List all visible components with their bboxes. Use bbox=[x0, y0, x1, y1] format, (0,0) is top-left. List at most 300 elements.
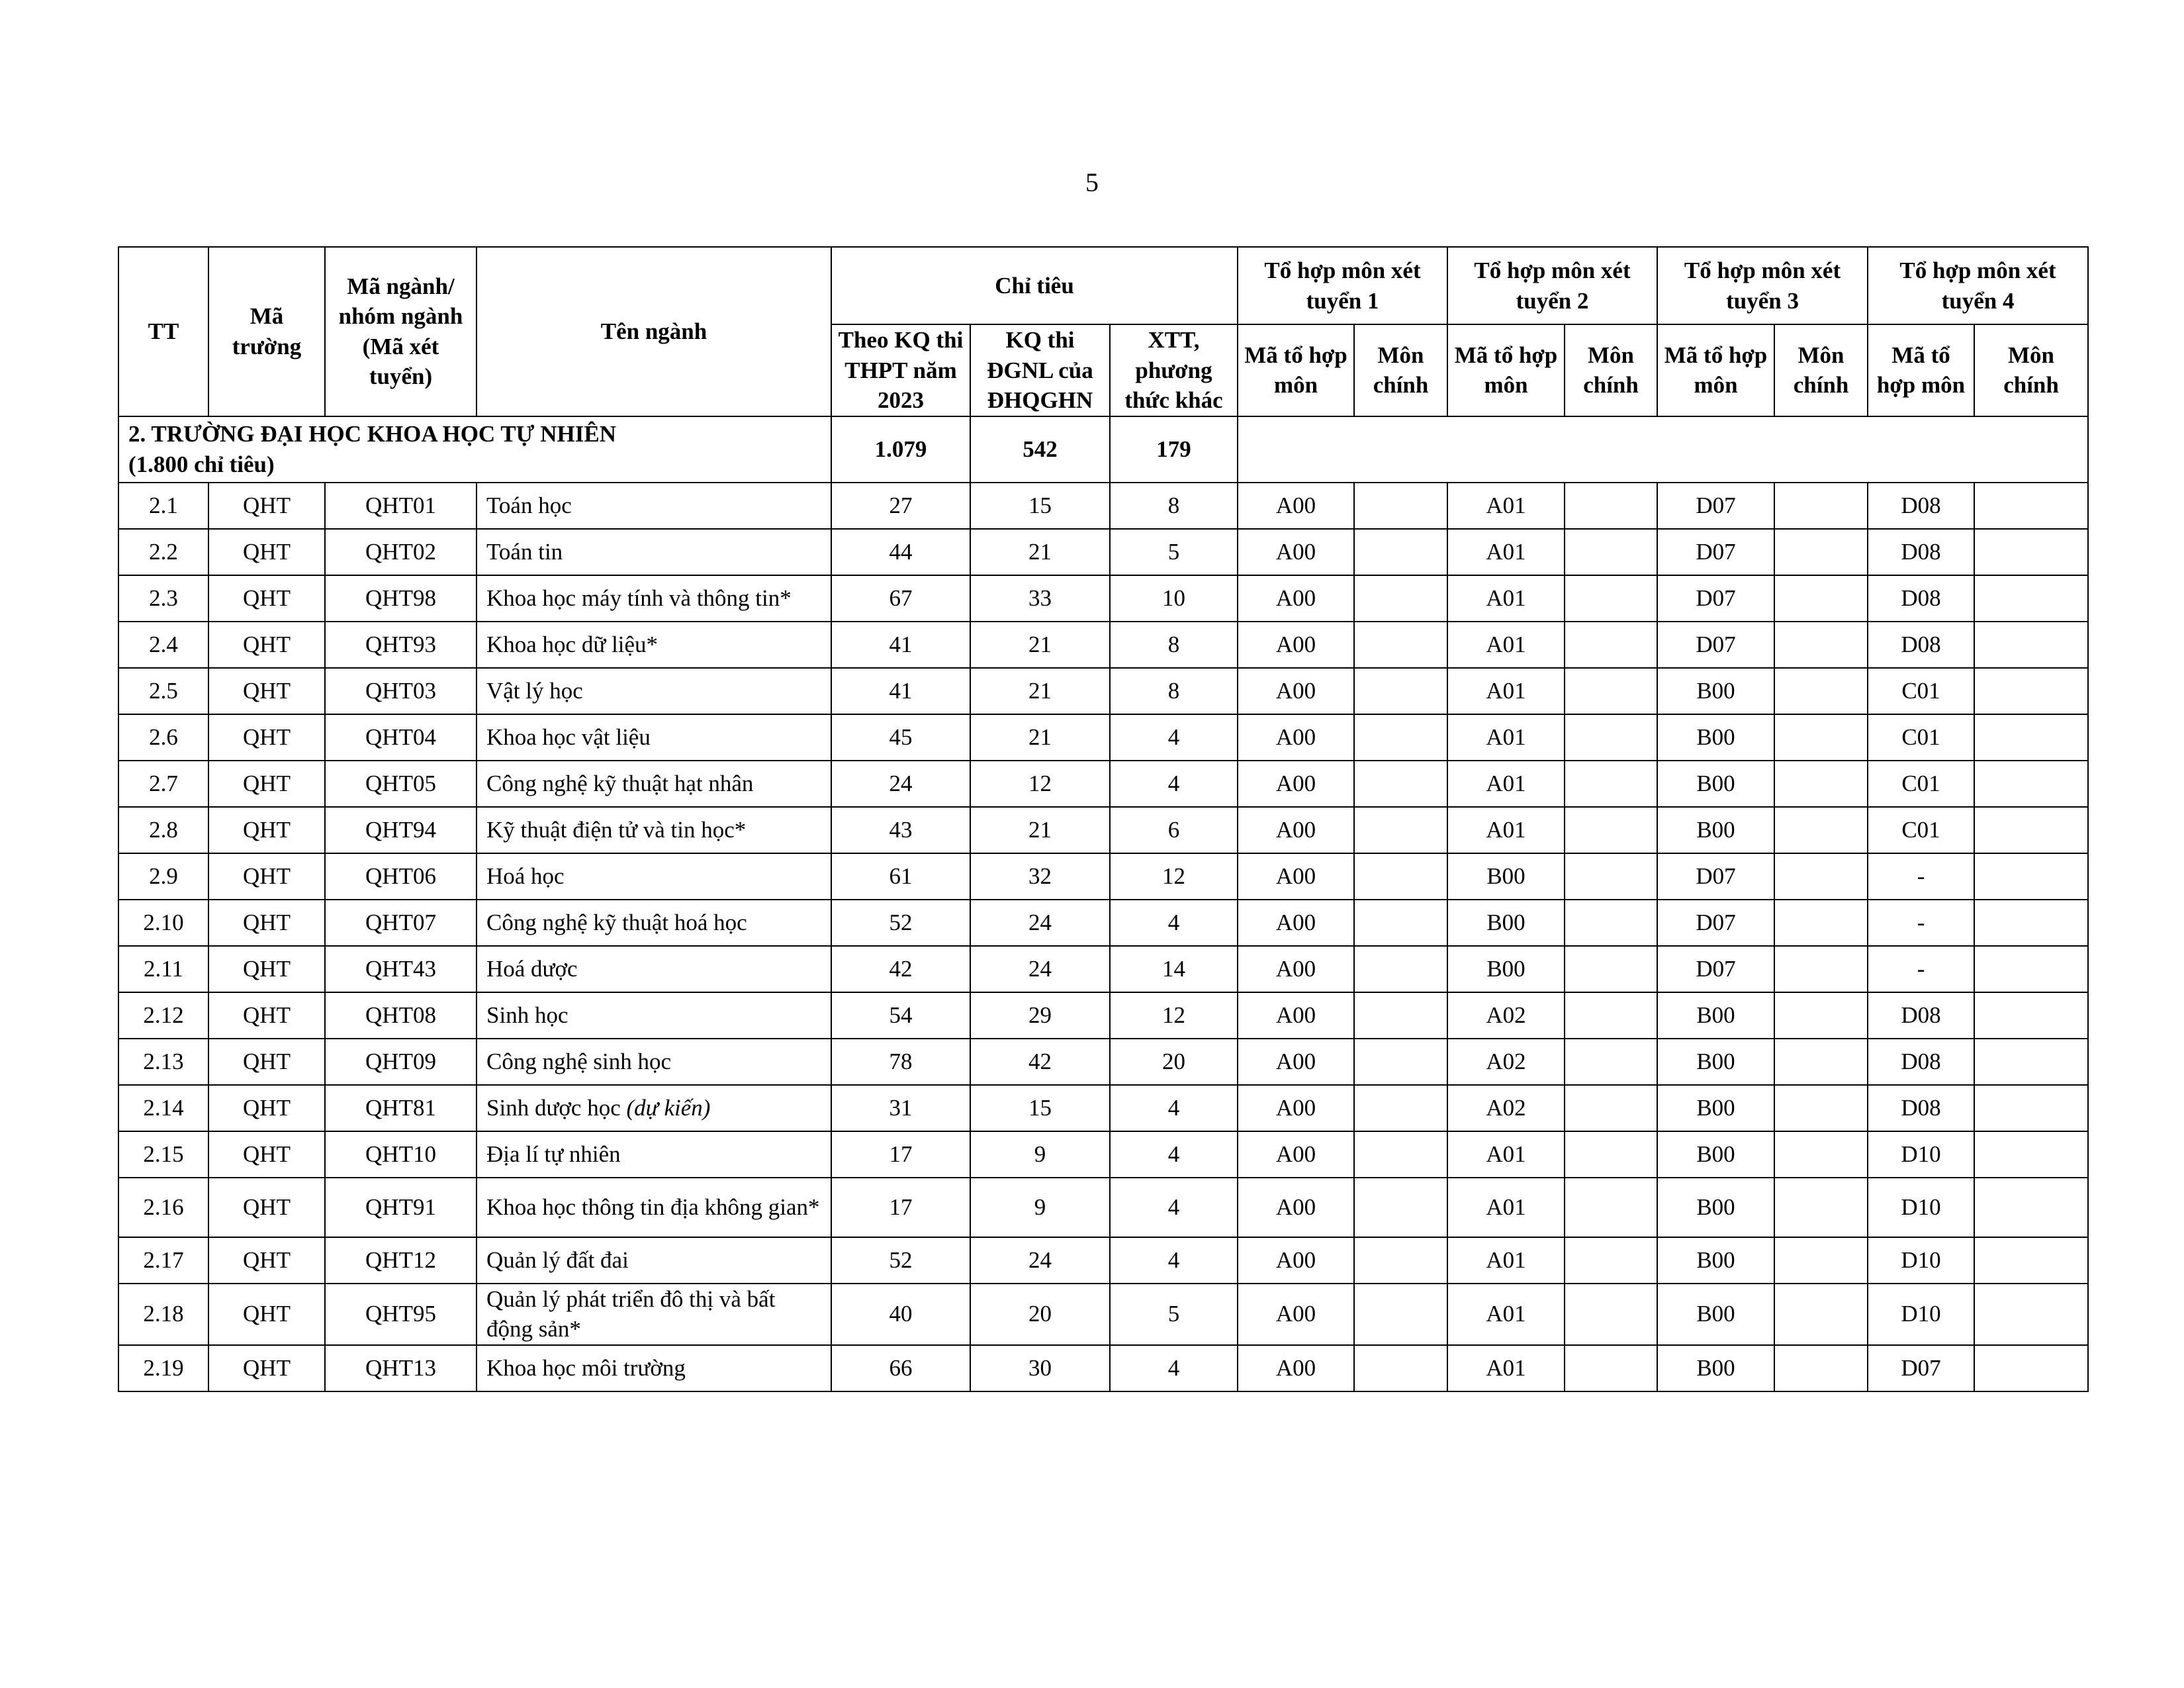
cell-ma-nganh: QHT95 bbox=[325, 1284, 477, 1345]
header-mon-chinh-3: Môn chính bbox=[1774, 324, 1868, 416]
cell-mon-chinh-1 bbox=[1354, 1039, 1447, 1085]
cell-ma-to-hop-2: A01 bbox=[1447, 668, 1565, 714]
cell-chi-tieu-dgnl: 30 bbox=[970, 1345, 1110, 1391]
cell-ma-truong: QHT bbox=[208, 1178, 325, 1237]
cell-ma-nganh: QHT09 bbox=[325, 1039, 477, 1085]
cell-chi-tieu-thpt: 41 bbox=[831, 622, 970, 668]
cell-mon-chinh-2 bbox=[1565, 1284, 1657, 1345]
cell-ma-truong: QHT bbox=[208, 807, 325, 853]
cell-ten-nganh bbox=[477, 1284, 831, 1345]
cell-ma-to-hop-3: D07 bbox=[1657, 575, 1774, 622]
cell-chi-tieu-thpt: 31 bbox=[831, 1085, 970, 1131]
cell-mon-chinh-3 bbox=[1774, 668, 1868, 714]
cell-tt: 2.13 bbox=[118, 1039, 208, 1085]
major-name: Công nghệ kỹ thuật hạt nhân bbox=[486, 770, 754, 796]
cell-mon-chinh-3 bbox=[1774, 807, 1868, 853]
cell-chi-tieu-xtt: 4 bbox=[1110, 1237, 1238, 1284]
cell-chi-tieu-xtt: 4 bbox=[1110, 1131, 1238, 1178]
cell-mon-chinh-2 bbox=[1565, 1178, 1657, 1237]
cell-mon-chinh-3 bbox=[1774, 761, 1868, 807]
table-row bbox=[118, 1178, 2088, 1237]
cell-ma-to-hop-2: A01 bbox=[1447, 1284, 1565, 1345]
cell-mon-chinh-4 bbox=[1974, 946, 2088, 992]
cell-ma-truong: QHT bbox=[208, 1085, 325, 1131]
header-tt: TT bbox=[118, 247, 208, 416]
cell-ma-to-hop-2: A01 bbox=[1447, 1131, 1565, 1178]
section-title-cell bbox=[118, 416, 831, 483]
section-subtitle: (1.800 chỉ tiêu) bbox=[128, 451, 275, 477]
cell-chi-tieu-xtt: 12 bbox=[1110, 853, 1238, 900]
cell-ma-to-hop-3: B00 bbox=[1657, 761, 1774, 807]
cell-mon-chinh-4 bbox=[1974, 1085, 2088, 1131]
cell-ma-to-hop-2: A02 bbox=[1447, 992, 1565, 1039]
header-mon-chinh-1: Môn chính bbox=[1354, 324, 1447, 416]
cell-ma-to-hop-2: B00 bbox=[1447, 853, 1565, 900]
cell-mon-chinh-2 bbox=[1565, 900, 1657, 946]
major-note: (dự kiến) bbox=[626, 1094, 711, 1121]
cell-mon-chinh-3 bbox=[1774, 1178, 1868, 1237]
major-name: Khoa học vật liệu bbox=[486, 724, 651, 750]
cell-ma-truong: QHT bbox=[208, 483, 325, 529]
cell-ma-nganh: QHT94 bbox=[325, 807, 477, 853]
cell-tt: 2.10 bbox=[118, 900, 208, 946]
table-row bbox=[118, 575, 2088, 622]
cell-chi-tieu-dgnl: 42 bbox=[970, 1039, 1110, 1085]
header-ma-to-hop-3: Mã tổ hợp môn bbox=[1657, 324, 1774, 416]
cell-ma-to-hop-4: C01 bbox=[1868, 761, 1974, 807]
cell-tt: 2.11 bbox=[118, 946, 208, 992]
cell-ma-to-hop-4: D08 bbox=[1868, 622, 1974, 668]
cell-mon-chinh-3 bbox=[1774, 1345, 1868, 1391]
cell-ma-to-hop-3: B00 bbox=[1657, 1237, 1774, 1284]
cell-chi-tieu-dgnl: 21 bbox=[970, 529, 1110, 575]
cell-ma-truong: QHT bbox=[208, 575, 325, 622]
major-name: Địa lí tự nhiên bbox=[486, 1141, 621, 1167]
cell-mon-chinh-2 bbox=[1565, 622, 1657, 668]
cell-chi-tieu-xtt: 14 bbox=[1110, 946, 1238, 992]
cell-ma-to-hop-1: A00 bbox=[1238, 483, 1354, 529]
cell-mon-chinh-4 bbox=[1974, 483, 2088, 529]
cell-ma-to-hop-3: D07 bbox=[1657, 483, 1774, 529]
cell-ma-truong: QHT bbox=[208, 1237, 325, 1284]
cell-chi-tieu-dgnl: 20 bbox=[970, 1284, 1110, 1345]
cell-ma-to-hop-3: B00 bbox=[1657, 1345, 1774, 1391]
cell-ma-to-hop-4: D08 bbox=[1868, 1085, 1974, 1131]
table-body bbox=[118, 416, 2088, 1391]
cell-chi-tieu-thpt: 27 bbox=[831, 483, 970, 529]
header-ma-to-hop-4: Mã tổ hợp môn bbox=[1868, 324, 1974, 416]
cell-ten-nganh bbox=[477, 992, 831, 1039]
cell-ma-nganh: QHT03 bbox=[325, 668, 477, 714]
cell-mon-chinh-2 bbox=[1565, 1131, 1657, 1178]
cell-ma-to-hop-2: A01 bbox=[1447, 1178, 1565, 1237]
table-row bbox=[118, 668, 2088, 714]
cell-chi-tieu-dgnl: 21 bbox=[970, 622, 1110, 668]
cell-chi-tieu-thpt: 17 bbox=[831, 1131, 970, 1178]
cell-mon-chinh-2 bbox=[1565, 483, 1657, 529]
major-name: Sinh dược học bbox=[486, 1094, 621, 1121]
cell-ma-nganh: QHT93 bbox=[325, 622, 477, 668]
cell-ma-to-hop-4: D08 bbox=[1868, 992, 1974, 1039]
cell-tt: 2.18 bbox=[118, 1284, 208, 1345]
cell-ma-nganh: QHT12 bbox=[325, 1237, 477, 1284]
cell-ma-truong: QHT bbox=[208, 853, 325, 900]
cell-ma-truong: QHT bbox=[208, 668, 325, 714]
cell-chi-tieu-dgnl: 9 bbox=[970, 1178, 1110, 1237]
cell-ma-to-hop-2: A01 bbox=[1447, 622, 1565, 668]
cell-ma-truong: QHT bbox=[208, 1345, 325, 1391]
cell-ma-to-hop-4: - bbox=[1868, 900, 1974, 946]
cell-mon-chinh-2 bbox=[1565, 668, 1657, 714]
cell-mon-chinh-3 bbox=[1774, 575, 1868, 622]
cell-chi-tieu-thpt: 17 bbox=[831, 1178, 970, 1237]
table-row bbox=[118, 807, 2088, 853]
cell-mon-chinh-1 bbox=[1354, 992, 1447, 1039]
cell-mon-chinh-1 bbox=[1354, 529, 1447, 575]
cell-mon-chinh-2 bbox=[1565, 853, 1657, 900]
cell-mon-chinh-4 bbox=[1974, 529, 2088, 575]
cell-mon-chinh-4 bbox=[1974, 1345, 2088, 1391]
cell-ma-to-hop-3: D07 bbox=[1657, 853, 1774, 900]
cell-mon-chinh-1 bbox=[1354, 483, 1447, 529]
cell-mon-chinh-3 bbox=[1774, 483, 1868, 529]
cell-mon-chinh-1 bbox=[1354, 807, 1447, 853]
cell-tt: 2.5 bbox=[118, 668, 208, 714]
cell-ten-nganh bbox=[477, 1085, 831, 1131]
cell-ma-to-hop-1: A00 bbox=[1238, 714, 1354, 761]
cell-ma-to-hop-3: D07 bbox=[1657, 529, 1774, 575]
cell-ma-to-hop-3: B00 bbox=[1657, 714, 1774, 761]
section-xtt: 179 bbox=[1110, 416, 1238, 483]
cell-ma-truong: QHT bbox=[208, 1284, 325, 1345]
cell-mon-chinh-1 bbox=[1354, 668, 1447, 714]
cell-tt: 2.2 bbox=[118, 529, 208, 575]
cell-mon-chinh-2 bbox=[1565, 946, 1657, 992]
cell-mon-chinh-2 bbox=[1565, 761, 1657, 807]
cell-tt: 2.12 bbox=[118, 992, 208, 1039]
cell-chi-tieu-dgnl: 9 bbox=[970, 1131, 1110, 1178]
cell-ten-nganh bbox=[477, 483, 831, 529]
table-row bbox=[118, 1237, 2088, 1284]
cell-tt: 2.3 bbox=[118, 575, 208, 622]
cell-ten-nganh bbox=[477, 1131, 831, 1178]
cell-tt: 2.8 bbox=[118, 807, 208, 853]
cell-mon-chinh-3 bbox=[1774, 529, 1868, 575]
cell-chi-tieu-dgnl: 24 bbox=[970, 1237, 1110, 1284]
cell-tt: 2.1 bbox=[118, 483, 208, 529]
cell-ma-to-hop-4: C01 bbox=[1868, 807, 1974, 853]
cell-ma-nganh: QHT06 bbox=[325, 853, 477, 900]
cell-chi-tieu-xtt: 20 bbox=[1110, 1039, 1238, 1085]
major-name: Công nghệ sinh học bbox=[486, 1048, 672, 1074]
header-ma-truong: Mã trường bbox=[208, 247, 325, 416]
major-name: Khoa học môi trường bbox=[486, 1354, 686, 1381]
header-ma-to-hop-2: Mã tổ hợp môn bbox=[1447, 324, 1565, 416]
cell-chi-tieu-dgnl: 24 bbox=[970, 900, 1110, 946]
cell-ma-nganh: QHT08 bbox=[325, 992, 477, 1039]
section-row bbox=[118, 416, 2088, 483]
cell-mon-chinh-3 bbox=[1774, 1284, 1868, 1345]
cell-mon-chinh-4 bbox=[1974, 668, 2088, 714]
cell-ten-nganh bbox=[477, 668, 831, 714]
cell-mon-chinh-3 bbox=[1774, 946, 1868, 992]
cell-mon-chinh-4 bbox=[1974, 575, 2088, 622]
major-name: Khoa học máy tính và thông tin* bbox=[486, 585, 792, 611]
header-chi-tieu-xtt: XTT, phương thức khác bbox=[1110, 324, 1238, 416]
cell-ma-to-hop-1: A00 bbox=[1238, 900, 1354, 946]
cell-mon-chinh-2 bbox=[1565, 1237, 1657, 1284]
cell-chi-tieu-xtt: 5 bbox=[1110, 1284, 1238, 1345]
cell-mon-chinh-2 bbox=[1565, 1039, 1657, 1085]
cell-ma-to-hop-4: D08 bbox=[1868, 575, 1974, 622]
cell-ma-to-hop-1: A00 bbox=[1238, 622, 1354, 668]
cell-ma-to-hop-1: A00 bbox=[1238, 853, 1354, 900]
cell-ma-to-hop-4: D10 bbox=[1868, 1237, 1974, 1284]
cell-chi-tieu-dgnl: 24 bbox=[970, 946, 1110, 992]
page-number: 5 bbox=[1085, 167, 1099, 197]
cell-chi-tieu-xtt: 4 bbox=[1110, 900, 1238, 946]
cell-ma-nganh: QHT10 bbox=[325, 1131, 477, 1178]
cell-ma-to-hop-3: B00 bbox=[1657, 1131, 1774, 1178]
cell-ma-to-hop-2: A01 bbox=[1447, 1345, 1565, 1391]
cell-ma-truong: QHT bbox=[208, 529, 325, 575]
cell-chi-tieu-xtt: 4 bbox=[1110, 1345, 1238, 1391]
cell-ma-nganh: QHT04 bbox=[325, 714, 477, 761]
cell-ma-to-hop-4: C01 bbox=[1868, 714, 1974, 761]
cell-ma-truong: QHT bbox=[208, 946, 325, 992]
cell-ma-to-hop-1: A00 bbox=[1238, 1237, 1354, 1284]
cell-mon-chinh-1 bbox=[1354, 1284, 1447, 1345]
cell-mon-chinh-2 bbox=[1565, 807, 1657, 853]
major-name: Toán học bbox=[486, 492, 572, 518]
cell-chi-tieu-thpt: 44 bbox=[831, 529, 970, 575]
cell-ten-nganh bbox=[477, 1345, 831, 1391]
cell-ma-to-hop-1: A00 bbox=[1238, 807, 1354, 853]
cell-chi-tieu-xtt: 4 bbox=[1110, 761, 1238, 807]
table-row bbox=[118, 714, 2088, 761]
cell-ma-to-hop-1: A00 bbox=[1238, 1178, 1354, 1237]
cell-mon-chinh-3 bbox=[1774, 992, 1868, 1039]
cell-mon-chinh-4 bbox=[1974, 1237, 2088, 1284]
cell-mon-chinh-1 bbox=[1354, 1178, 1447, 1237]
cell-ma-to-hop-4: D08 bbox=[1868, 1039, 1974, 1085]
cell-tt: 2.7 bbox=[118, 761, 208, 807]
header-to-hop-3: Tổ hợp môn xét tuyển 3 bbox=[1657, 247, 1868, 324]
cell-mon-chinh-3 bbox=[1774, 1237, 1868, 1284]
header-chi-tieu-thpt: Theo KQ thi THPT năm 2023 bbox=[831, 324, 970, 416]
major-name: Sinh học bbox=[486, 1002, 569, 1028]
cell-mon-chinh-3 bbox=[1774, 853, 1868, 900]
cell-chi-tieu-dgnl: 21 bbox=[970, 668, 1110, 714]
cell-chi-tieu-thpt: 43 bbox=[831, 807, 970, 853]
cell-chi-tieu-thpt: 45 bbox=[831, 714, 970, 761]
cell-ma-to-hop-1: A00 bbox=[1238, 529, 1354, 575]
cell-chi-tieu-dgnl: 15 bbox=[970, 1085, 1110, 1131]
table-row bbox=[118, 1284, 2088, 1345]
section-title: 2. TRƯỜNG ĐẠI HỌC KHOA HỌC TỰ NHIÊN bbox=[128, 421, 617, 447]
cell-mon-chinh-2 bbox=[1565, 1085, 1657, 1131]
major-name: Quản lý phát triển đô thị và bất động sản* bbox=[486, 1286, 776, 1342]
cell-chi-tieu-dgnl: 32 bbox=[970, 853, 1110, 900]
cell-ma-to-hop-1: A00 bbox=[1238, 575, 1354, 622]
table-row bbox=[118, 1131, 2088, 1178]
cell-chi-tieu-thpt: 40 bbox=[831, 1284, 970, 1345]
cell-ma-to-hop-2: B00 bbox=[1447, 946, 1565, 992]
header-mon-chinh-2: Môn chính bbox=[1565, 324, 1657, 416]
cell-ma-to-hop-2: A01 bbox=[1447, 483, 1565, 529]
cell-mon-chinh-2 bbox=[1565, 714, 1657, 761]
cell-ma-to-hop-2: A01 bbox=[1447, 529, 1565, 575]
cell-ma-to-hop-1: A00 bbox=[1238, 1345, 1354, 1391]
section-thpt: 1.079 bbox=[831, 416, 970, 483]
cell-mon-chinh-4 bbox=[1974, 1284, 2088, 1345]
cell-chi-tieu-thpt: 54 bbox=[831, 992, 970, 1039]
cell-ma-to-hop-3: B00 bbox=[1657, 1178, 1774, 1237]
cell-ma-to-hop-3: B00 bbox=[1657, 668, 1774, 714]
cell-mon-chinh-4 bbox=[1974, 1131, 2088, 1178]
major-name: Hoá dược bbox=[486, 955, 578, 982]
cell-mon-chinh-4 bbox=[1974, 622, 2088, 668]
cell-ma-to-hop-1: A00 bbox=[1238, 992, 1354, 1039]
cell-chi-tieu-thpt: 24 bbox=[831, 761, 970, 807]
cell-ma-to-hop-4: D10 bbox=[1868, 1284, 1974, 1345]
cell-mon-chinh-1 bbox=[1354, 946, 1447, 992]
cell-chi-tieu-xtt: 10 bbox=[1110, 575, 1238, 622]
cell-ma-nganh: QHT43 bbox=[325, 946, 477, 992]
cell-chi-tieu-thpt: 41 bbox=[831, 668, 970, 714]
cell-tt: 2.17 bbox=[118, 1237, 208, 1284]
header-to-hop-4: Tổ hợp môn xét tuyển 4 bbox=[1868, 247, 2088, 324]
major-name: Khoa học dữ liệu* bbox=[486, 631, 659, 657]
cell-ma-nganh: QHT07 bbox=[325, 900, 477, 946]
cell-tt: 2.16 bbox=[118, 1178, 208, 1237]
cell-ma-nganh: QHT91 bbox=[325, 1178, 477, 1237]
cell-ma-truong: QHT bbox=[208, 900, 325, 946]
cell-ma-to-hop-3: D07 bbox=[1657, 622, 1774, 668]
cell-mon-chinh-1 bbox=[1354, 1085, 1447, 1131]
cell-ten-nganh bbox=[477, 946, 831, 992]
cell-chi-tieu-thpt: 42 bbox=[831, 946, 970, 992]
cell-chi-tieu-xtt: 6 bbox=[1110, 807, 1238, 853]
cell-ma-to-hop-3: B00 bbox=[1657, 1284, 1774, 1345]
cell-ten-nganh bbox=[477, 900, 831, 946]
major-name: Kỹ thuật điện tử và tin học* bbox=[486, 816, 747, 843]
cell-ma-to-hop-4: D08 bbox=[1868, 529, 1974, 575]
cell-mon-chinh-2 bbox=[1565, 992, 1657, 1039]
major-name: Quản lý đất đai bbox=[486, 1246, 629, 1273]
cell-mon-chinh-4 bbox=[1974, 992, 2088, 1039]
cell-ten-nganh bbox=[477, 853, 831, 900]
cell-ten-nganh bbox=[477, 1178, 831, 1237]
cell-mon-chinh-2 bbox=[1565, 575, 1657, 622]
cell-mon-chinh-1 bbox=[1354, 761, 1447, 807]
cell-ten-nganh bbox=[477, 575, 831, 622]
cell-chi-tieu-xtt: 8 bbox=[1110, 483, 1238, 529]
cell-mon-chinh-4 bbox=[1974, 761, 2088, 807]
cell-chi-tieu-xtt: 12 bbox=[1110, 992, 1238, 1039]
cell-ma-truong: QHT bbox=[208, 992, 325, 1039]
cell-chi-tieu-dgnl: 15 bbox=[970, 483, 1110, 529]
cell-ma-to-hop-2: A01 bbox=[1447, 575, 1565, 622]
cell-ma-nganh: QHT01 bbox=[325, 483, 477, 529]
cell-ma-to-hop-3: B00 bbox=[1657, 807, 1774, 853]
admissions-table bbox=[118, 246, 2089, 1392]
header-to-hop-2: Tổ hợp môn xét tuyển 2 bbox=[1447, 247, 1657, 324]
cell-mon-chinh-1 bbox=[1354, 622, 1447, 668]
cell-mon-chinh-3 bbox=[1774, 1039, 1868, 1085]
cell-mon-chinh-4 bbox=[1974, 900, 2088, 946]
cell-ma-nganh: QHT05 bbox=[325, 761, 477, 807]
cell-ma-truong: QHT bbox=[208, 1039, 325, 1085]
header-ma-nganh: Mã ngành/ nhóm ngành (Mã xét tuyển) bbox=[325, 247, 477, 416]
table-row bbox=[118, 1039, 2088, 1085]
cell-mon-chinh-3 bbox=[1774, 1131, 1868, 1178]
cell-chi-tieu-thpt: 66 bbox=[831, 1345, 970, 1391]
cell-ma-to-hop-1: A00 bbox=[1238, 668, 1354, 714]
cell-ma-nganh: QHT02 bbox=[325, 529, 477, 575]
cell-ma-to-hop-4: D10 bbox=[1868, 1131, 1974, 1178]
cell-chi-tieu-xtt: 8 bbox=[1110, 622, 1238, 668]
cell-ma-to-hop-3: B00 bbox=[1657, 992, 1774, 1039]
cell-ma-to-hop-1: A00 bbox=[1238, 1085, 1354, 1131]
table-row bbox=[118, 529, 2088, 575]
cell-chi-tieu-dgnl: 12 bbox=[970, 761, 1110, 807]
cell-ma-to-hop-2: A02 bbox=[1447, 1039, 1565, 1085]
cell-ma-to-hop-4: - bbox=[1868, 946, 1974, 992]
cell-chi-tieu-thpt: 78 bbox=[831, 1039, 970, 1085]
cell-ma-truong: QHT bbox=[208, 1131, 325, 1178]
cell-mon-chinh-1 bbox=[1354, 1345, 1447, 1391]
cell-mon-chinh-1 bbox=[1354, 1131, 1447, 1178]
cell-chi-tieu-dgnl: 21 bbox=[970, 714, 1110, 761]
cell-chi-tieu-dgnl: 33 bbox=[970, 575, 1110, 622]
cell-ma-to-hop-3: D07 bbox=[1657, 946, 1774, 992]
cell-mon-chinh-4 bbox=[1974, 1039, 2088, 1085]
cell-chi-tieu-thpt: 52 bbox=[831, 900, 970, 946]
cell-tt: 2.19 bbox=[118, 1345, 208, 1391]
cell-ten-nganh bbox=[477, 761, 831, 807]
cell-ma-to-hop-2: B00 bbox=[1447, 900, 1565, 946]
table-row bbox=[118, 483, 2088, 529]
cell-ma-to-hop-1: A00 bbox=[1238, 761, 1354, 807]
cell-ma-to-hop-3: D07 bbox=[1657, 900, 1774, 946]
cell-ma-truong: QHT bbox=[208, 622, 325, 668]
cell-mon-chinh-4 bbox=[1974, 853, 2088, 900]
table-row bbox=[118, 946, 2088, 992]
cell-ten-nganh bbox=[477, 807, 831, 853]
section-dgnl: 542 bbox=[970, 416, 1110, 483]
cell-ma-to-hop-4: C01 bbox=[1868, 668, 1974, 714]
cell-mon-chinh-3 bbox=[1774, 622, 1868, 668]
cell-tt: 2.6 bbox=[118, 714, 208, 761]
table-row bbox=[118, 761, 2088, 807]
cell-chi-tieu-dgnl: 21 bbox=[970, 807, 1110, 853]
header-chi-tieu: Chỉ tiêu bbox=[831, 247, 1238, 324]
cell-ma-to-hop-1: A00 bbox=[1238, 1039, 1354, 1085]
cell-ma-to-hop-1: A00 bbox=[1238, 1284, 1354, 1345]
cell-mon-chinh-2 bbox=[1565, 1345, 1657, 1391]
header-ma-to-hop-1: Mã tổ hợp môn bbox=[1238, 324, 1354, 416]
cell-mon-chinh-4 bbox=[1974, 807, 2088, 853]
table-row bbox=[118, 1345, 2088, 1391]
cell-chi-tieu-xtt: 4 bbox=[1110, 1178, 1238, 1237]
cell-mon-chinh-4 bbox=[1974, 714, 2088, 761]
cell-tt: 2.15 bbox=[118, 1131, 208, 1178]
cell-tt: 2.9 bbox=[118, 853, 208, 900]
cell-ma-to-hop-2: A01 bbox=[1447, 1237, 1565, 1284]
cell-ma-to-hop-4: D10 bbox=[1868, 1178, 1974, 1237]
header-chi-tieu-dgnl: KQ thi ĐGNL của ĐHQGHN bbox=[970, 324, 1110, 416]
